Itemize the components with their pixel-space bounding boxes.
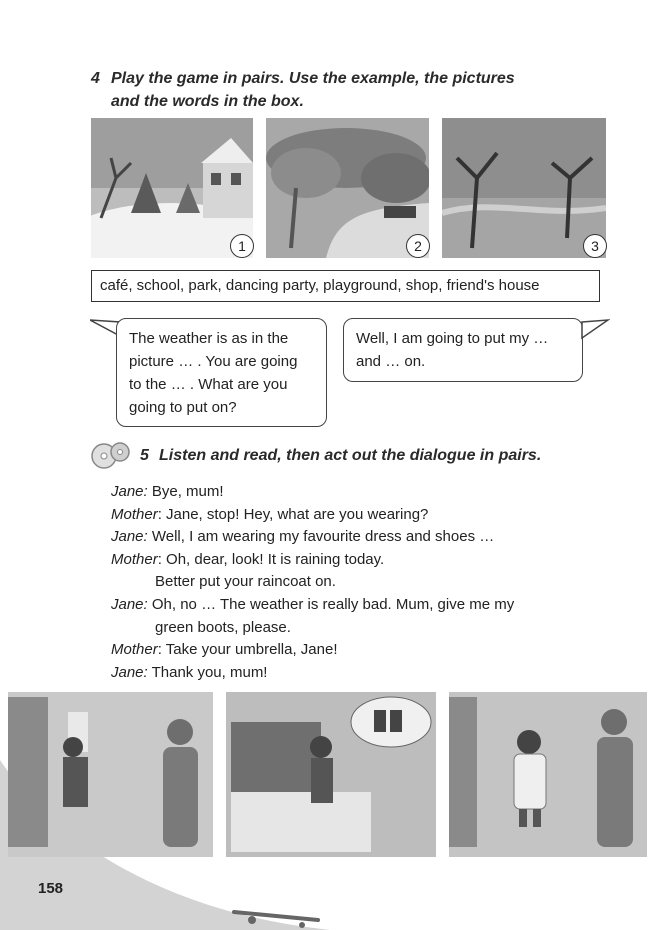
jane-leaving-picture (8, 692, 213, 857)
speaker-name: Mother (111, 551, 158, 568)
dialogue-line (111, 594, 514, 617)
picture-number-3: 3 (583, 234, 607, 258)
exercise-4-number: 4 (91, 70, 100, 87)
jane-raincoat-picture (449, 692, 647, 857)
speaker-name: Mother (111, 641, 158, 658)
dialogue-line (111, 526, 494, 549)
speaker-name: Jane: (111, 528, 148, 545)
bubble-left-line: to the … . What are you (129, 376, 288, 393)
dialogue-line (111, 639, 338, 662)
line-text: Thank you, mum! (147, 664, 268, 681)
exercise-4-instruction-line2: and the words in the box. (111, 93, 304, 110)
line-text: Better put your raincoat on. (155, 573, 336, 590)
dialogue-line-continued (155, 617, 291, 640)
audio-cd-icon (90, 440, 132, 472)
speaker-name: Mother (111, 506, 158, 523)
exercise-4-instruction-line1: Play the game in pairs. Use the example, the pictures (111, 70, 515, 87)
speaker-name: Jane: (111, 596, 148, 613)
speaker-name: Jane: (111, 483, 148, 500)
picture-number-2: 2 (406, 234, 430, 258)
bubble-right-tail (580, 318, 610, 340)
bubble-right-line: Well, I am going to put my … (356, 330, 549, 347)
picture-number-1: 1 (230, 234, 254, 258)
exercise-5-instruction: Listen and read, then act out the dialogue in pairs. (159, 447, 542, 464)
speech-bubble-right (343, 318, 583, 382)
speaker-name: Jane: (111, 664, 148, 681)
dialogue-line (111, 662, 267, 685)
line-text: Oh, no … The weather is really bad. Mum, give me my (147, 596, 515, 613)
bubble-left-line: The weather is as in the (129, 330, 289, 347)
dialogue-line (111, 504, 428, 527)
skateboard-decoration (232, 906, 322, 928)
line-text: Bye, mum! (147, 483, 224, 500)
exercise-5-number: 5 (140, 447, 149, 464)
park-picture (266, 118, 429, 258)
bubble-right-line: and … on. (356, 353, 426, 370)
winter-picture (91, 118, 253, 258)
dialogue-line-continued (155, 571, 336, 594)
bubble-left-line: picture … . You are going (129, 353, 298, 370)
page-number: 158 (38, 880, 64, 897)
line-text: : Oh, dear, look! It is raining today. (157, 551, 385, 568)
dialogue-line (111, 549, 384, 572)
dialogue-line (111, 481, 224, 504)
line-text: green boots, please. (155, 619, 291, 636)
word-box: café, school, park, dancing party, playground, shop, friend's house (91, 270, 600, 302)
rain-picture (442, 118, 606, 258)
line-text: Well, I am wearing my favourite dress and shoes … (147, 528, 495, 545)
bubble-left-line: going to put on? (129, 399, 237, 416)
jane-window-picture (226, 692, 436, 857)
speech-bubble-left (116, 318, 327, 427)
line-text: : Jane, stop! Hey, what are you wearing? (157, 506, 429, 523)
line-text: : Take your umbrella, Jane! (157, 641, 338, 658)
